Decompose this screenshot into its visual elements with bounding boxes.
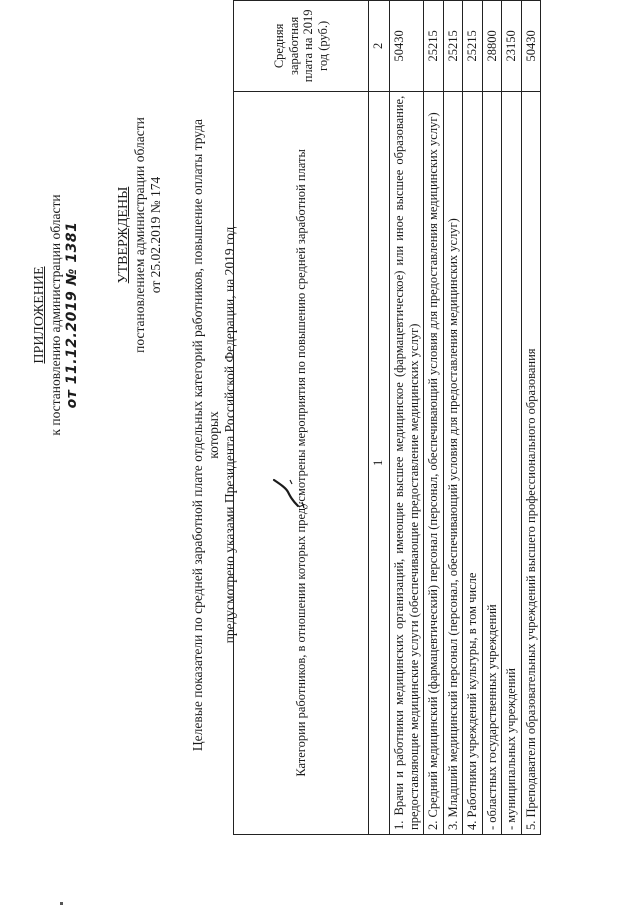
appendix-block xyxy=(32,15,80,615)
salary-targets-table xyxy=(233,0,541,835)
row-salary-value: 25215 xyxy=(463,1,483,92)
row-category: 1. Врачи и работники медицинских организаций, имеющие высшее медицинское (фармацевтическое) или иное высшее образование, предоставляющие медицинские услуги (обеспечивающие предоставление медицинских услуг) xyxy=(390,91,424,834)
row-category: 5. Преподаватели образовательных учреждений высшего профессионального образования xyxy=(521,91,541,834)
row-salary-value: 28800 xyxy=(482,1,502,92)
row-category: 2. Средний медицинский (фармацевтический) персонал (персонал, обеспечивающий условия для предоставления медицинских услуг) xyxy=(424,91,444,834)
approval-decree-date: от 25.02.2019 № 174 xyxy=(148,176,163,294)
handwritten-tick-mark xyxy=(268,470,308,510)
row-category: - муниципальных учреждений xyxy=(502,91,522,834)
table-header-salary xyxy=(234,1,369,92)
handwritten-decree-date-number: от 11.12.2019 № 1381 xyxy=(64,221,80,409)
table-row xyxy=(424,1,444,835)
row-salary-value: 25215 xyxy=(443,1,463,92)
table-row xyxy=(521,1,541,835)
table-header-salary-text: Средняя заработная плата на 2019 год (руб.) xyxy=(272,9,330,83)
row-category: 3. Младший медицинский персонал (персонал, обеспечивающий условия для предоставления медицинских услуг) xyxy=(443,91,463,834)
approval-block xyxy=(116,85,164,385)
appendix-title: ПРИЛОЖЕНИЕ xyxy=(32,266,47,364)
table-header-category-text: Категории работников, в отношении которых предусмотрены мероприятия по повышению средней заработной платы xyxy=(293,149,308,777)
row-salary-value: 25215 xyxy=(424,1,444,92)
row-salary-value: 50430 xyxy=(521,1,541,92)
table-row xyxy=(443,1,463,835)
column-number-1: 1 xyxy=(369,91,390,834)
approval-decree-line: постановлением администрации области xyxy=(132,117,147,353)
document-heading xyxy=(190,115,238,755)
column-number-row xyxy=(369,1,390,835)
row-category: 4. Работники учреждений культуры, в том числе xyxy=(463,91,483,834)
row-category: - областных государственных учреждений xyxy=(482,91,502,834)
appendix-decree-line: к постановлению администрации области xyxy=(48,194,63,436)
table-header-category xyxy=(234,91,369,834)
heading-line-2: предусмотрено указами Президента Российской Федерации, на 2019 год xyxy=(222,226,237,644)
column-number-2: 2 xyxy=(369,1,390,92)
approval-title: УТВЕРЖДЕНЫ xyxy=(116,186,131,284)
row-salary-value: 50430 xyxy=(390,1,424,92)
table-row xyxy=(482,1,502,835)
heading-line-1: Целевые показатели по средней заработной плате отдельных категорий работников, повышение оплаты труда которых xyxy=(190,118,221,752)
table-row xyxy=(502,1,522,835)
table-row xyxy=(463,1,483,835)
table-row xyxy=(390,1,424,835)
row-salary-value: 23150 xyxy=(502,1,522,92)
